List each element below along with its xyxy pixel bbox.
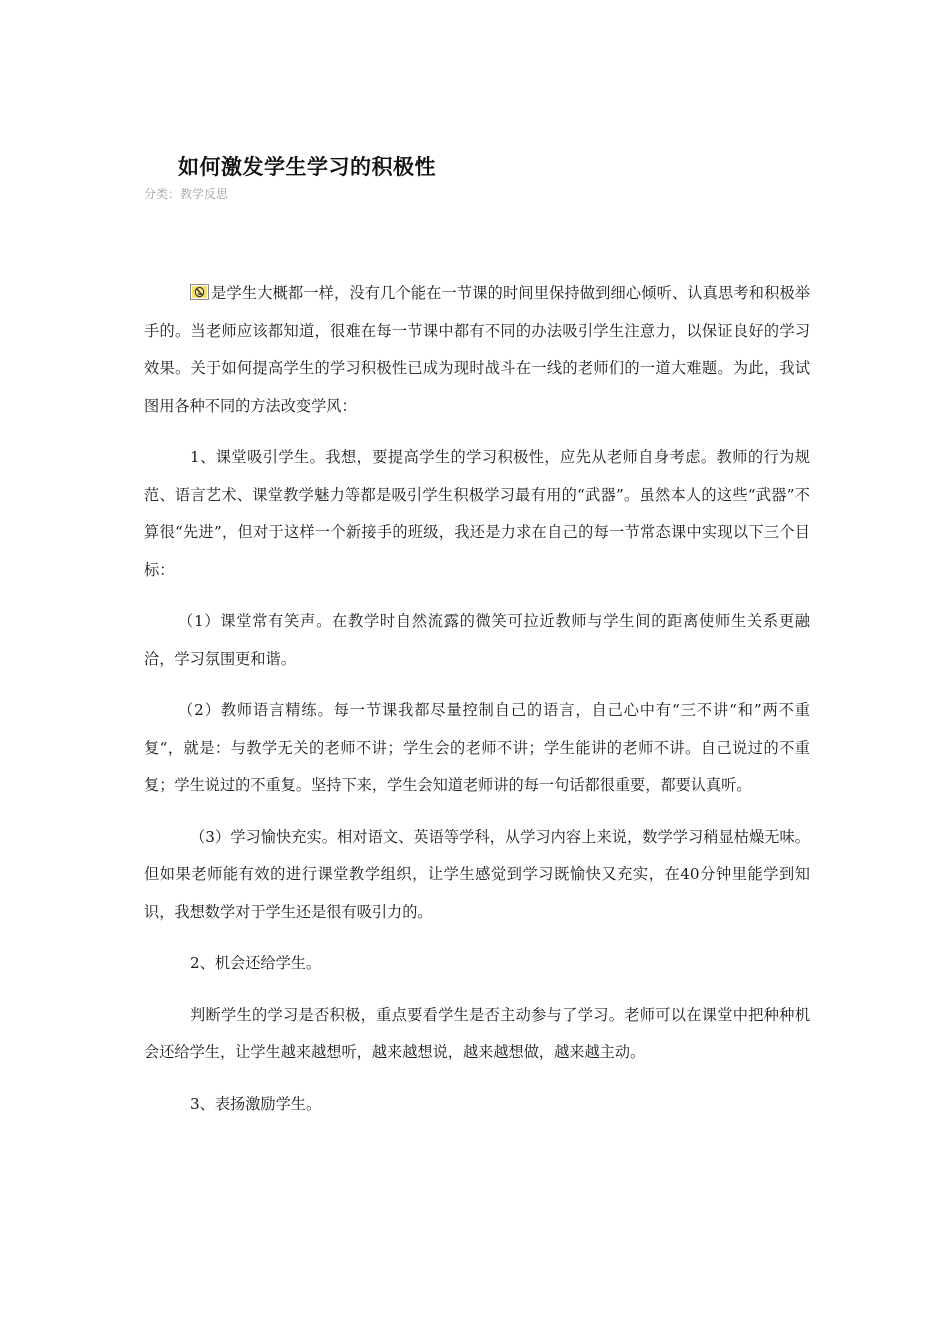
goal-1-paragraph: （1）课堂常有笑声。在教学时自然流露的微笑可拉近教师与学生间的距离使师生关系更融洽，学习氛围更和谐。 [144,612,810,668]
goal-3-paragraph: （3）学习愉快充实。相对语文、英语等学科，从学习内容上来说，数学学习稍显枯燥无味。但如果老师能有效的进行课堂教学组织，让学生感觉到学习既愉快又充实，在40分钟里能学到知识，我想数学对于学生还是很有吸引力的。 [144,827,810,921]
section-2-heading: 2、机会还给学生。 [190,954,322,972]
section-2-paragraph: 判断学生的学习是否积极，重点要看学生是否主动参与了学习。老师可以在课堂中把种种机会还给学生，让学生越来越想听，越来越想说，越来越想做，越来越主动。 [144,1005,810,1061]
intro-text: 是学生大概都一样，没有几个能在一节课的时间里保持做到细心倾听、认真思考和积极举手的。当老师应该都知道，很难在每一节课中都有不同的办法吸引学生注意力，以保证良好的学习效果。关于如何提高学生的学习积极性已成为现时战斗在一线的老师们的一道大难题。为此，我试图用各种不同的方法改变学风： [144,284,810,415]
section-3-heading: 3、表扬激励学生。 [190,1094,322,1113]
intro-paragraph [144,275,810,425]
goal-2-paragraph: （2）教师语言精练。每一节课我都尽量控制自己的语言，自己心中有“三不讲“和”两不重复“，就是：与教学无关的老师不讲；学生会的老师不讲；学生能讲的老师不讲。自己说过的不重复；学生说过的不重复。坚持下来，学生会知道老师讲的每一句话都很重要，都要认真听。 [144,701,810,794]
article-title: 如何激发学生学习的积极性 [178,154,436,179]
section-1-paragraph: 1、课堂吸引学生。我想，要提高学生的学习积极性，应先从老师自身考虑。教师的行为规范、语言艺术、课堂教学魅力等都是吸引学生积极学习最有用的“武器”。虽然本人的这些“武器”不算很“先进”，但对于这样一个新接手的班级，我还是力求在自己的每一节常态课中实现以下三个目标： [144,448,810,579]
article-body [144,275,810,1137]
emoticon-icon [190,284,209,300]
article-category: 分类：教学反思 [144,187,229,201]
